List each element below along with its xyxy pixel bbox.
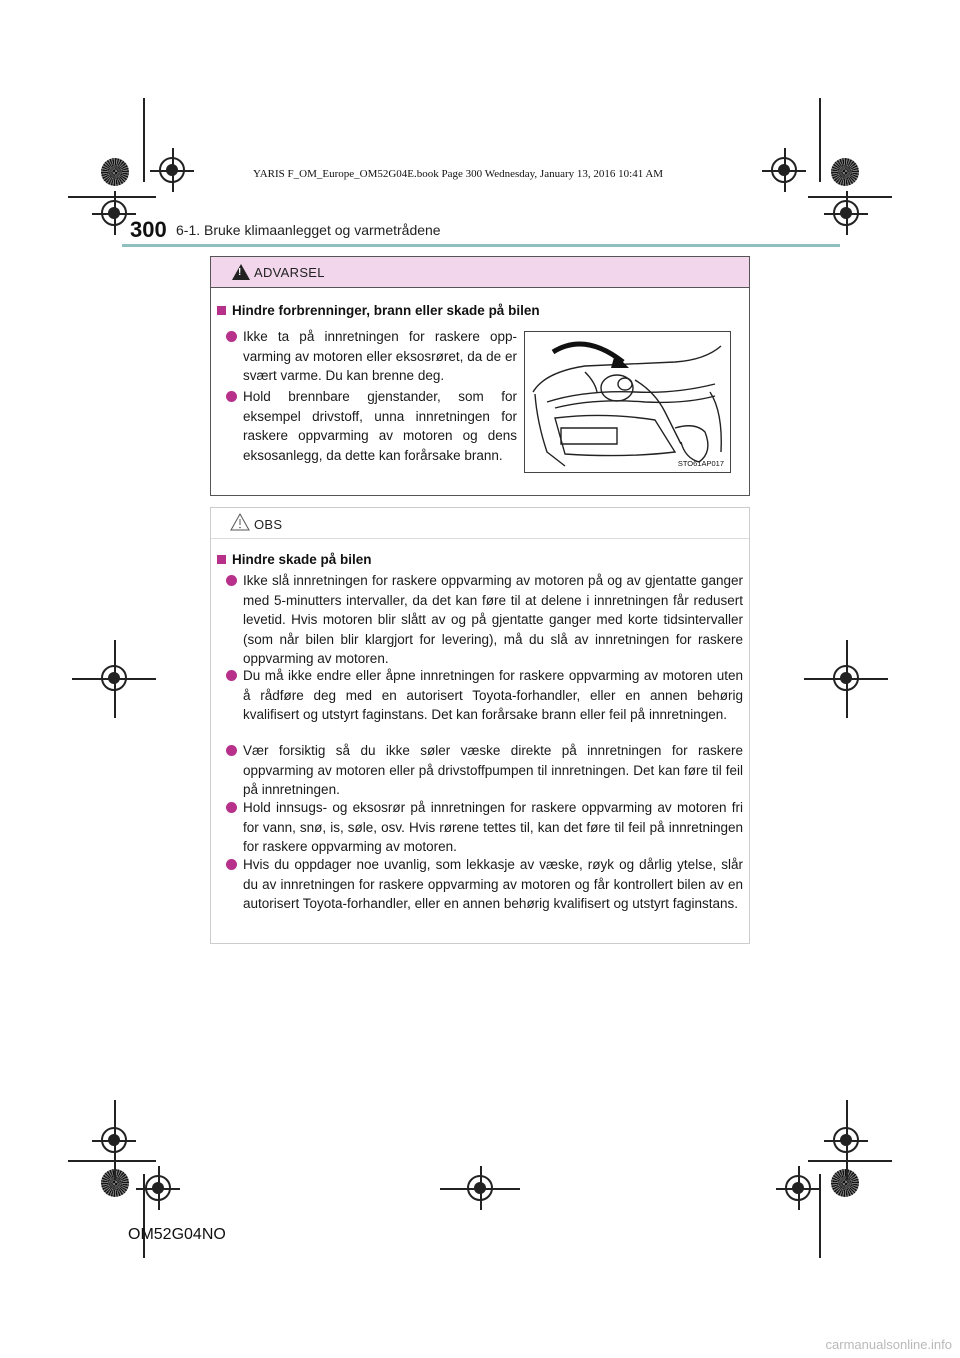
watermark: carmanualsonline.info xyxy=(825,1337,952,1352)
round-bullet-icon xyxy=(226,575,237,586)
notice-bullet xyxy=(243,855,743,914)
warning-bullet xyxy=(243,327,517,386)
notice-bullet xyxy=(243,741,743,800)
document-code: OM52G04NO xyxy=(128,1226,226,1243)
notice-subhead xyxy=(217,552,372,567)
notice-bullet xyxy=(243,666,743,725)
warning-bullet-text: Hold brennbare gjenstander, som for eksempel drivstoff, unna innretningen for raskere oppvarming av motoren og dens eksosanlegg, da dette kan forårsake brann. xyxy=(243,389,517,463)
registration-burst-icon xyxy=(101,158,129,186)
warning-header xyxy=(211,257,749,288)
round-bullet-icon xyxy=(226,859,237,870)
section-title: 6-1. Bruke klimaanlegget og varmetrådene xyxy=(176,222,441,238)
book-meta: YARIS F_OM_Europe_OM52G04E.book Page 300 Wednesday, January 13, 2016 10:41 AM xyxy=(253,168,664,180)
square-bullet-icon xyxy=(217,555,226,564)
warning-bullet-text: Ikke ta på innretningen for raskere opp-varming av motoren eller eksosrøret, da de er svært varme. Du kan brenne deg. xyxy=(243,329,517,383)
figure-code: STO61AP017 xyxy=(677,459,724,468)
engine-heater-illustration xyxy=(524,331,731,473)
warning-label: ADVARSEL xyxy=(254,265,325,280)
notice-bullet-text: Vær forsiktig så du ikke søler væske direkte på innretningen for raskere oppvarming av motoren eller på drivstoffpumpen til innretningen. Det kan føre til feil på innretningen. xyxy=(243,743,743,797)
warning-triangle-icon xyxy=(232,264,250,280)
registration-burst-icon xyxy=(831,1169,859,1197)
notice-bullet-text: Ikke slå innretningen for raskere oppvarming av motoren på og av gjentatte ganger med 5-minutters intervaller, da det kan føre til at delene i innretningen får redusert levetid. Hvis motoren blir slått av og på gjentatte ganger med korte tidsintervaller (som når bilen blir klargjort for levering), må du slå av innretningen for raskere oppvarming av motoren. xyxy=(243,573,743,666)
round-bullet-icon xyxy=(226,802,237,813)
notice-label: OBS xyxy=(254,517,283,532)
notice-bullet-text: Hvis du oppdager noe uvanlig, som lekkasje av væske, røyk og dårlig ytelse, slår du av innretningen for raskere oppvarming av motoren og får kontrollert bilen av en autorisert Toyota-forhandler, eller en annen behørig kvalifisert og utstyrt faginstans. xyxy=(243,857,743,911)
square-bullet-icon xyxy=(217,306,226,315)
header-rule xyxy=(122,244,840,247)
warning-bullet xyxy=(243,387,517,465)
warning-subhead-text: Hindre forbrenninger, brann eller skade på bilen xyxy=(232,303,540,318)
round-bullet-icon xyxy=(226,670,237,681)
notice-header xyxy=(211,508,749,539)
warning-box xyxy=(210,256,750,496)
round-bullet-icon xyxy=(226,391,237,402)
caution-triangle-icon xyxy=(230,513,250,531)
car-front-drawing xyxy=(525,332,730,472)
page-number: 300 xyxy=(130,217,167,242)
notice-bullet xyxy=(243,798,743,857)
notice-bullet-text: Hold innsugs- og eksosrør på innretningen for raskere oppvarming av motoren fri for vann, snø, is, søle, osv. Hvis rørene tettes til, kan det føre til feil på innretningen for raskere oppvarming av motoren. xyxy=(243,800,743,854)
notice-box xyxy=(210,507,750,944)
registration-burst-icon xyxy=(831,158,859,186)
warning-subhead xyxy=(217,303,540,318)
notice-subhead-text: Hindre skade på bilen xyxy=(232,552,372,567)
round-bullet-icon xyxy=(226,745,237,756)
notice-bullet-text: Du må ikke endre eller åpne innretningen for raskere oppvarming av motoren uten å rådføre deg med en autorisert Toyota-forhandler, eller en annen behørig kvalifisert og utstyrt faginstans. Det kan forårsake brann eller feil på innretningen. xyxy=(243,668,743,722)
round-bullet-icon xyxy=(226,331,237,342)
notice-bullet xyxy=(243,571,743,669)
